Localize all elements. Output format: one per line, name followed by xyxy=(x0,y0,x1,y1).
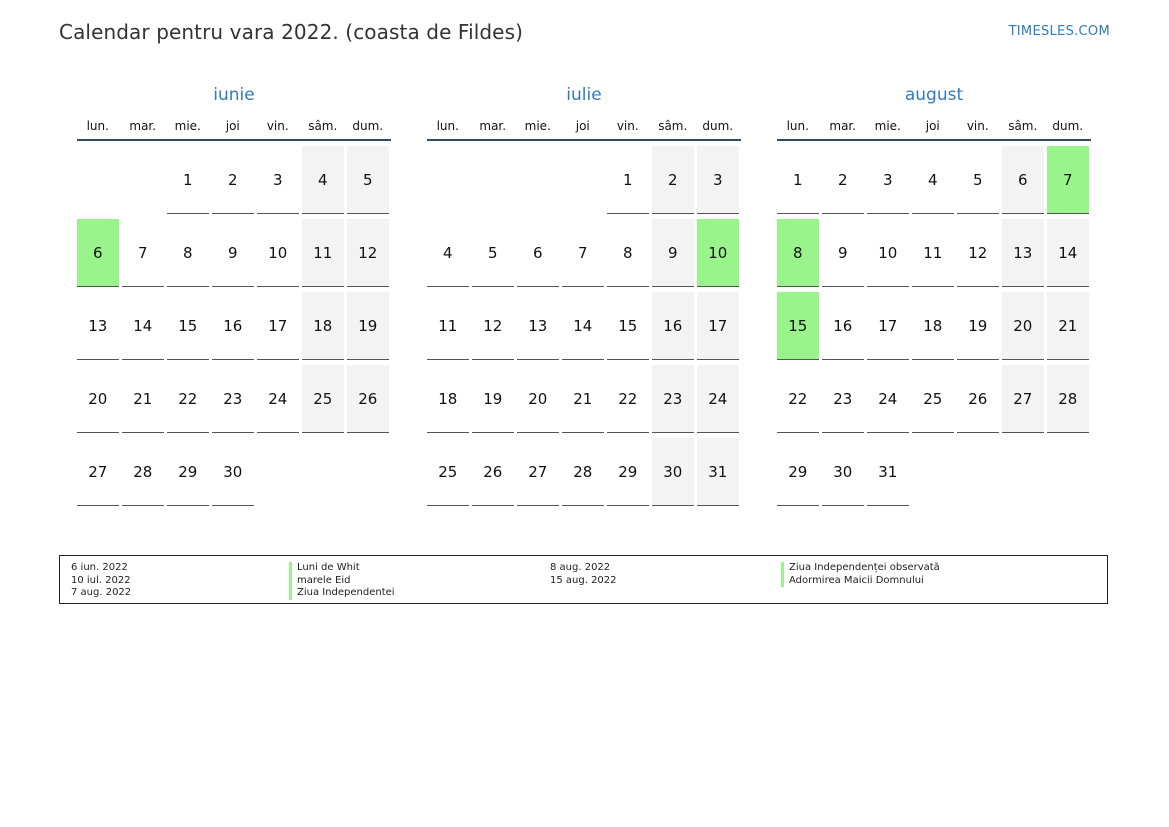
legend-date: 6 iun. 2022 xyxy=(71,562,128,573)
week-row xyxy=(427,365,741,434)
weekday-label: mar. xyxy=(829,119,857,133)
weekday-label: joi xyxy=(925,119,940,133)
week-row xyxy=(427,219,741,288)
month-iunie xyxy=(77,84,391,511)
week-row xyxy=(77,219,391,288)
day-cell: 26 xyxy=(472,438,514,506)
day-cell: 7 xyxy=(122,219,164,287)
day-cell: 22 xyxy=(167,365,209,433)
day-cell: 16 xyxy=(212,292,254,360)
day-cell: 5 xyxy=(472,219,514,287)
day-cell: 11 xyxy=(427,292,469,360)
weekday-label: lun. xyxy=(786,119,809,133)
day-cell: 14 xyxy=(122,292,164,360)
empty-cell xyxy=(517,146,559,214)
day-cell: 12 xyxy=(957,219,999,287)
empty-cell xyxy=(1002,438,1044,506)
legend-names-col-1 xyxy=(289,562,395,600)
empty-cell xyxy=(77,146,119,214)
week-row xyxy=(77,146,391,215)
day-cell: 5 xyxy=(957,146,999,214)
empty-cell xyxy=(347,438,389,506)
day-cell: 29 xyxy=(167,438,209,506)
day-cell: 29 xyxy=(607,438,649,506)
week-row xyxy=(427,292,741,361)
empty-cell xyxy=(257,438,299,506)
legend-dates-col-2 xyxy=(550,562,617,587)
day-cell: 19 xyxy=(347,292,389,360)
month-title: iulie xyxy=(566,85,602,105)
day-cell: 13 xyxy=(77,292,119,360)
day-cell: 30 xyxy=(212,438,254,506)
day-cell: 13 xyxy=(1002,219,1044,287)
day-cell: 27 xyxy=(77,438,119,506)
weekday-label: mie. xyxy=(174,119,201,133)
day-cell: 9 xyxy=(822,219,864,287)
day-cell: 27 xyxy=(1002,365,1044,433)
weekday-header xyxy=(77,117,391,141)
day-cell: 12 xyxy=(472,292,514,360)
day-cell: 12 xyxy=(347,219,389,287)
empty-cell xyxy=(957,438,999,506)
day-cell: 1 xyxy=(607,146,649,214)
day-cell: 10 xyxy=(257,219,299,287)
empty-cell xyxy=(912,438,954,506)
day-cell: 19 xyxy=(472,365,514,433)
legend-holiday-name: Luni de Whit xyxy=(289,562,395,575)
month-title: iunie xyxy=(213,85,255,105)
day-cell: 30 xyxy=(652,438,694,506)
day-cell: 22 xyxy=(607,365,649,433)
day-cell: 2 xyxy=(652,146,694,214)
weekday-header xyxy=(777,117,1091,141)
weekday-label: dum. xyxy=(352,119,384,133)
day-cell: 13 xyxy=(517,292,559,360)
weekday-label: sâm. xyxy=(658,119,688,133)
day-cell: 15 xyxy=(777,292,819,360)
day-cell: 24 xyxy=(257,365,299,433)
day-cell: 3 xyxy=(867,146,909,214)
day-cell: 30 xyxy=(822,438,864,506)
day-cell: 21 xyxy=(562,365,604,433)
weekday-label: joi xyxy=(225,119,240,133)
day-cell: 6 xyxy=(77,219,119,287)
day-cell: 11 xyxy=(912,219,954,287)
day-cell: 23 xyxy=(822,365,864,433)
day-cell: 1 xyxy=(777,146,819,214)
week-row xyxy=(77,438,391,507)
legend-names-col-2 xyxy=(781,562,940,587)
week-row xyxy=(77,292,391,361)
week-row xyxy=(777,438,1091,507)
month-iulie xyxy=(427,84,741,511)
day-cell: 7 xyxy=(562,219,604,287)
day-cell: 17 xyxy=(867,292,909,360)
weekday-label: vin. xyxy=(266,119,289,133)
day-cell: 4 xyxy=(302,146,344,214)
day-cell: 2 xyxy=(212,146,254,214)
day-cell: 7 xyxy=(1047,146,1089,214)
day-cell: 23 xyxy=(652,365,694,433)
weekday-label: sâm. xyxy=(1008,119,1038,133)
day-cell: 21 xyxy=(122,365,164,433)
day-cell: 6 xyxy=(517,219,559,287)
weekday-label: lun. xyxy=(436,119,459,133)
day-cell: 28 xyxy=(1047,365,1089,433)
day-cell: 20 xyxy=(77,365,119,433)
day-cell: 4 xyxy=(427,219,469,287)
day-cell: 31 xyxy=(867,438,909,506)
week-row xyxy=(77,365,391,434)
day-cell: 25 xyxy=(427,438,469,506)
week-row xyxy=(777,365,1091,434)
day-cell: 14 xyxy=(562,292,604,360)
day-cell: 20 xyxy=(517,365,559,433)
day-cell: 11 xyxy=(302,219,344,287)
weekday-label: joi xyxy=(575,119,590,133)
weekday-label: vin. xyxy=(616,119,639,133)
weekday-label: mar. xyxy=(129,119,157,133)
weekday-label: dum. xyxy=(1052,119,1084,133)
day-cell: 26 xyxy=(957,365,999,433)
empty-cell xyxy=(1047,438,1089,506)
weekday-label: mie. xyxy=(524,119,551,133)
weekday-label: lun. xyxy=(86,119,109,133)
day-cell: 9 xyxy=(212,219,254,287)
day-cell: 28 xyxy=(562,438,604,506)
weekday-label: mar. xyxy=(479,119,507,133)
day-cell: 8 xyxy=(777,219,819,287)
weekday-label: dum. xyxy=(702,119,734,133)
day-cell: 22 xyxy=(777,365,819,433)
day-cell: 23 xyxy=(212,365,254,433)
day-cell: 18 xyxy=(302,292,344,360)
legend-holiday-name: marele Eid xyxy=(289,575,395,588)
day-cell: 2 xyxy=(822,146,864,214)
day-cell: 8 xyxy=(607,219,649,287)
holiday-legend xyxy=(59,555,1108,604)
weekday-header xyxy=(427,117,741,141)
empty-cell xyxy=(472,146,514,214)
day-cell: 24 xyxy=(867,365,909,433)
day-cell: 18 xyxy=(427,365,469,433)
day-cell: 3 xyxy=(257,146,299,214)
site-link[interactable]: TIMESLES.COM xyxy=(1008,24,1110,39)
day-cell: 19 xyxy=(957,292,999,360)
week-row xyxy=(777,292,1091,361)
legend-holiday-name: Ziua Independentei xyxy=(289,587,395,600)
legend-holiday-name: Adormirea Maicii Domnului xyxy=(781,575,940,588)
week-row xyxy=(777,146,1091,215)
day-cell: 27 xyxy=(517,438,559,506)
day-cell: 21 xyxy=(1047,292,1089,360)
day-cell: 16 xyxy=(822,292,864,360)
week-row xyxy=(777,219,1091,288)
day-cell: 4 xyxy=(912,146,954,214)
day-cell: 29 xyxy=(777,438,819,506)
day-cell: 1 xyxy=(167,146,209,214)
day-cell: 25 xyxy=(302,365,344,433)
empty-cell xyxy=(122,146,164,214)
day-cell: 15 xyxy=(167,292,209,360)
day-cell: 17 xyxy=(257,292,299,360)
legend-date: 7 aug. 2022 xyxy=(71,587,132,598)
legend-date: 8 aug. 2022 xyxy=(550,562,611,573)
legend-holiday-name: Ziua Independenței observată xyxy=(781,562,940,575)
page-title: Calendar pentru vara 2022. (coasta de Fildes) xyxy=(59,20,524,44)
week-row xyxy=(427,146,741,215)
day-cell: 14 xyxy=(1047,219,1089,287)
day-cell: 9 xyxy=(652,219,694,287)
day-cell: 10 xyxy=(867,219,909,287)
day-cell: 15 xyxy=(607,292,649,360)
day-cell: 18 xyxy=(912,292,954,360)
month-title: august xyxy=(904,85,964,105)
empty-cell xyxy=(427,146,469,214)
day-cell: 17 xyxy=(697,292,739,360)
weekday-label: vin. xyxy=(966,119,989,133)
month-august xyxy=(777,84,1091,511)
week-row xyxy=(427,438,741,507)
day-cell: 31 xyxy=(697,438,739,506)
day-cell: 8 xyxy=(167,219,209,287)
legend-date: 10 iul. 2022 xyxy=(71,574,131,586)
day-cell: 25 xyxy=(912,365,954,433)
day-cell: 6 xyxy=(1002,146,1044,214)
day-cell: 26 xyxy=(347,365,389,433)
empty-cell xyxy=(302,438,344,506)
day-cell: 24 xyxy=(697,365,739,433)
day-cell: 28 xyxy=(122,438,164,506)
weekday-label: mie. xyxy=(874,119,901,133)
weekday-label: sâm. xyxy=(308,119,338,133)
legend-dates-col-1 xyxy=(71,562,131,600)
day-cell: 5 xyxy=(347,146,389,214)
day-cell: 16 xyxy=(652,292,694,360)
day-cell: 20 xyxy=(1002,292,1044,360)
empty-cell xyxy=(562,146,604,214)
legend-date: 15 aug. 2022 xyxy=(550,574,617,586)
day-cell: 10 xyxy=(697,219,739,287)
day-cell: 3 xyxy=(697,146,739,214)
